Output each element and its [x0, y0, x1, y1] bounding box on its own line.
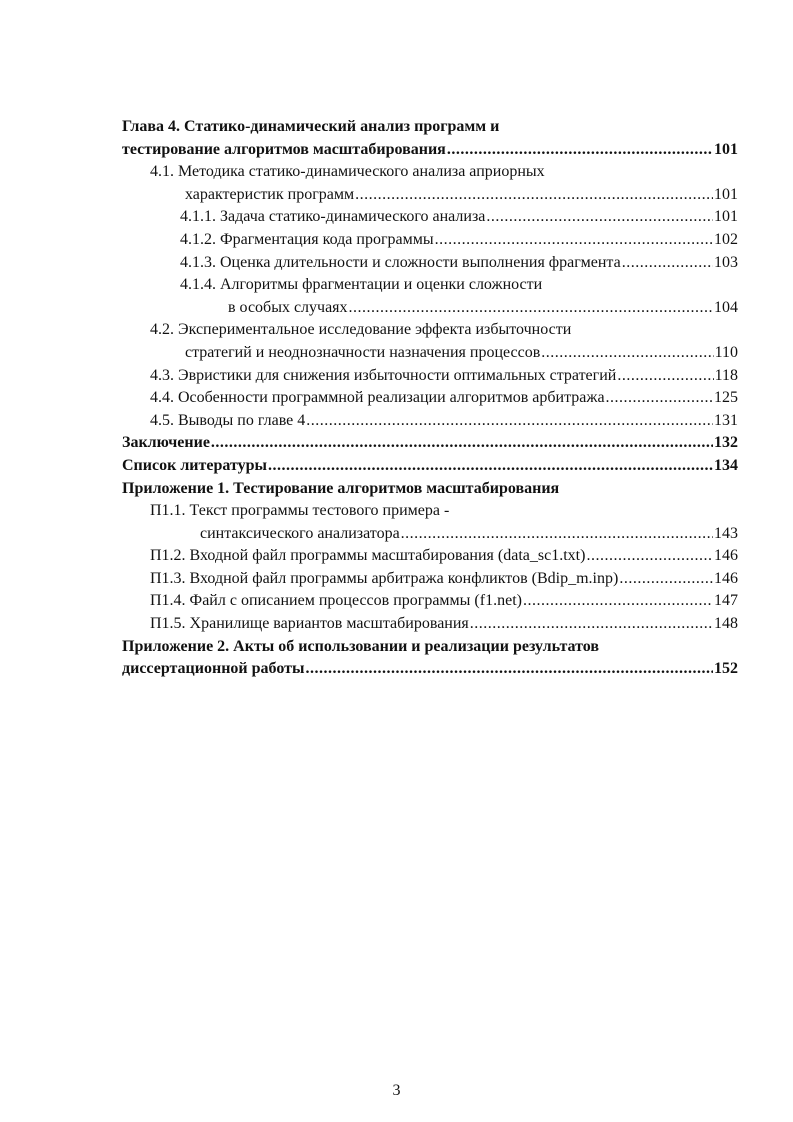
toc-page-number: 101 — [714, 185, 738, 203]
toc-entry-title: П1.1. Текст программы тестового примера - — [150, 502, 450, 520]
toc-page-number: 118 — [714, 366, 738, 384]
toc-entry-p1-1-cont — [122, 523, 738, 546]
toc-entry-4-1 — [122, 161, 738, 184]
toc-page-number: 110 — [714, 343, 738, 361]
toc-page-number: 148 — [714, 615, 738, 633]
toc-entry-4-1-3 — [122, 252, 738, 275]
leader-dots — [268, 455, 713, 478]
toc-page-number: 125 — [714, 389, 738, 407]
table-of-contents — [122, 116, 738, 681]
toc-page-number: 147 — [714, 592, 738, 610]
toc-entry-title: диссертационной работы — [122, 660, 305, 678]
toc-entry-title: 4.4. Особенности программной реализации алгоритмов арбитража — [150, 389, 605, 407]
leader-dots — [349, 297, 713, 320]
toc-entry-chapter-4-cont — [122, 139, 738, 162]
toc-entry-conclusion — [122, 432, 738, 455]
toc-entry-title: П1.2. Входной файл программы масштабирования (data_sc1.txt) — [150, 547, 586, 565]
leader-dots — [305, 658, 713, 681]
toc-entry-title: П1.4. Файл с описанием процессов программы (f1.net) — [150, 592, 522, 610]
toc-entry-title: 4.1. Методика статико-динамического анализа априорных — [150, 163, 545, 181]
toc-entry-p1-5 — [122, 613, 738, 636]
leader-dots — [617, 365, 713, 388]
toc-entry-appendix-1 — [122, 478, 738, 501]
toc-page-number: 103 — [714, 253, 738, 271]
leader-dots — [586, 545, 713, 568]
toc-page-number: 146 — [714, 547, 738, 565]
toc-entry-p1-3 — [122, 568, 738, 591]
toc-entry-title: 4.5. Выводы по главе 4 — [150, 411, 306, 429]
toc-page-number: 152 — [714, 660, 738, 678]
toc-entry-title: 4.1.1. Задача статико-динамического анализа — [180, 208, 486, 226]
toc-page-number: 102 — [714, 230, 738, 248]
leader-dots — [211, 432, 713, 455]
leader-dots — [486, 206, 713, 229]
toc-entry-4-3 — [122, 365, 738, 388]
leader-dots — [447, 139, 713, 162]
leader-dots — [435, 229, 713, 252]
toc-entry-4-1-2 — [122, 229, 738, 252]
toc-entry-title: 4.1.2. Фрагментация кода программы — [180, 230, 434, 248]
toc-entry-title: Приложение 2. Акты об использовании и реализации результатов — [122, 637, 599, 655]
toc-entry-chapter-4 — [122, 116, 738, 139]
toc-entry-4-1-4-cont — [122, 297, 738, 320]
leader-dots — [401, 523, 713, 546]
leader-dots — [355, 184, 713, 207]
toc-entry-title: Список литературы — [122, 456, 267, 474]
toc-entry-title: 4.1.4. Алгоритмы фрагментации и оценки сложности — [180, 276, 543, 294]
toc-entry-title: в особых случаях — [228, 298, 348, 316]
page-number: 3 — [392, 1082, 401, 1099]
toc-entry-p1-2 — [122, 545, 738, 568]
toc-entry-title: тестирование алгоритмов масштабирования — [122, 140, 446, 158]
toc-entry-title: Заключение — [122, 434, 210, 452]
toc-entry-p1-1 — [122, 500, 738, 523]
toc-entry-title: 4.1.3. Оценка длительности и сложности выполнения фрагмента — [180, 253, 621, 271]
toc-entry-references — [122, 455, 738, 478]
leader-dots — [619, 568, 713, 591]
toc-entry-title: Приложение 1. Тестирование алгоритмов масштабирования — [122, 479, 560, 497]
toc-page-number: 146 — [714, 569, 738, 587]
toc-entry-title: П1.5. Хранилище вариантов масштабирования — [150, 615, 469, 633]
toc-page-number: 101 — [714, 140, 738, 158]
toc-entry-4-1-4 — [122, 274, 738, 297]
toc-entry-title: характеристик программ — [185, 185, 355, 203]
leader-dots — [523, 590, 713, 613]
leader-dots — [470, 613, 713, 636]
toc-page-number: 104 — [714, 298, 738, 316]
leader-dots — [606, 387, 713, 410]
toc-entry-title: П1.3. Входной файл программы арбитража конфликтов (Bdip_m.inp) — [150, 569, 619, 587]
toc-page-number: 131 — [714, 411, 738, 429]
toc-entry-appendix-2-cont — [122, 658, 738, 681]
toc-entry-4-5 — [122, 410, 738, 433]
toc-entry-title: стратегий и неоднозначности назначения процессов — [185, 343, 541, 361]
toc-entry-4-4 — [122, 387, 738, 410]
toc-entry-4-1-cont — [122, 184, 738, 207]
toc-entry-title: 4.3. Эвристики для снижения избыточности оптимальных стратегий — [150, 366, 617, 384]
toc-page-number: 143 — [714, 524, 738, 542]
leader-dots — [306, 410, 713, 433]
toc-entry-4-2-cont — [122, 342, 738, 365]
leader-dots — [622, 252, 713, 275]
toc-entry-p1-4 — [122, 590, 738, 613]
toc-entry-title: синтаксического анализатора — [200, 524, 400, 542]
toc-page-number: 132 — [714, 434, 738, 452]
toc-page-number: 101 — [714, 208, 738, 226]
toc-entry-title: Глава 4. Статико-динамический анализ программ и — [122, 118, 500, 135]
leader-dots — [541, 342, 713, 365]
toc-page-number: 134 — [714, 456, 738, 474]
toc-entry-4-2 — [122, 319, 738, 342]
toc-entry-4-1-1 — [122, 206, 738, 229]
toc-entry-title: 4.2. Экспериментальное исследование эффекта избыточности — [150, 321, 572, 339]
toc-entry-appendix-2 — [122, 636, 738, 659]
